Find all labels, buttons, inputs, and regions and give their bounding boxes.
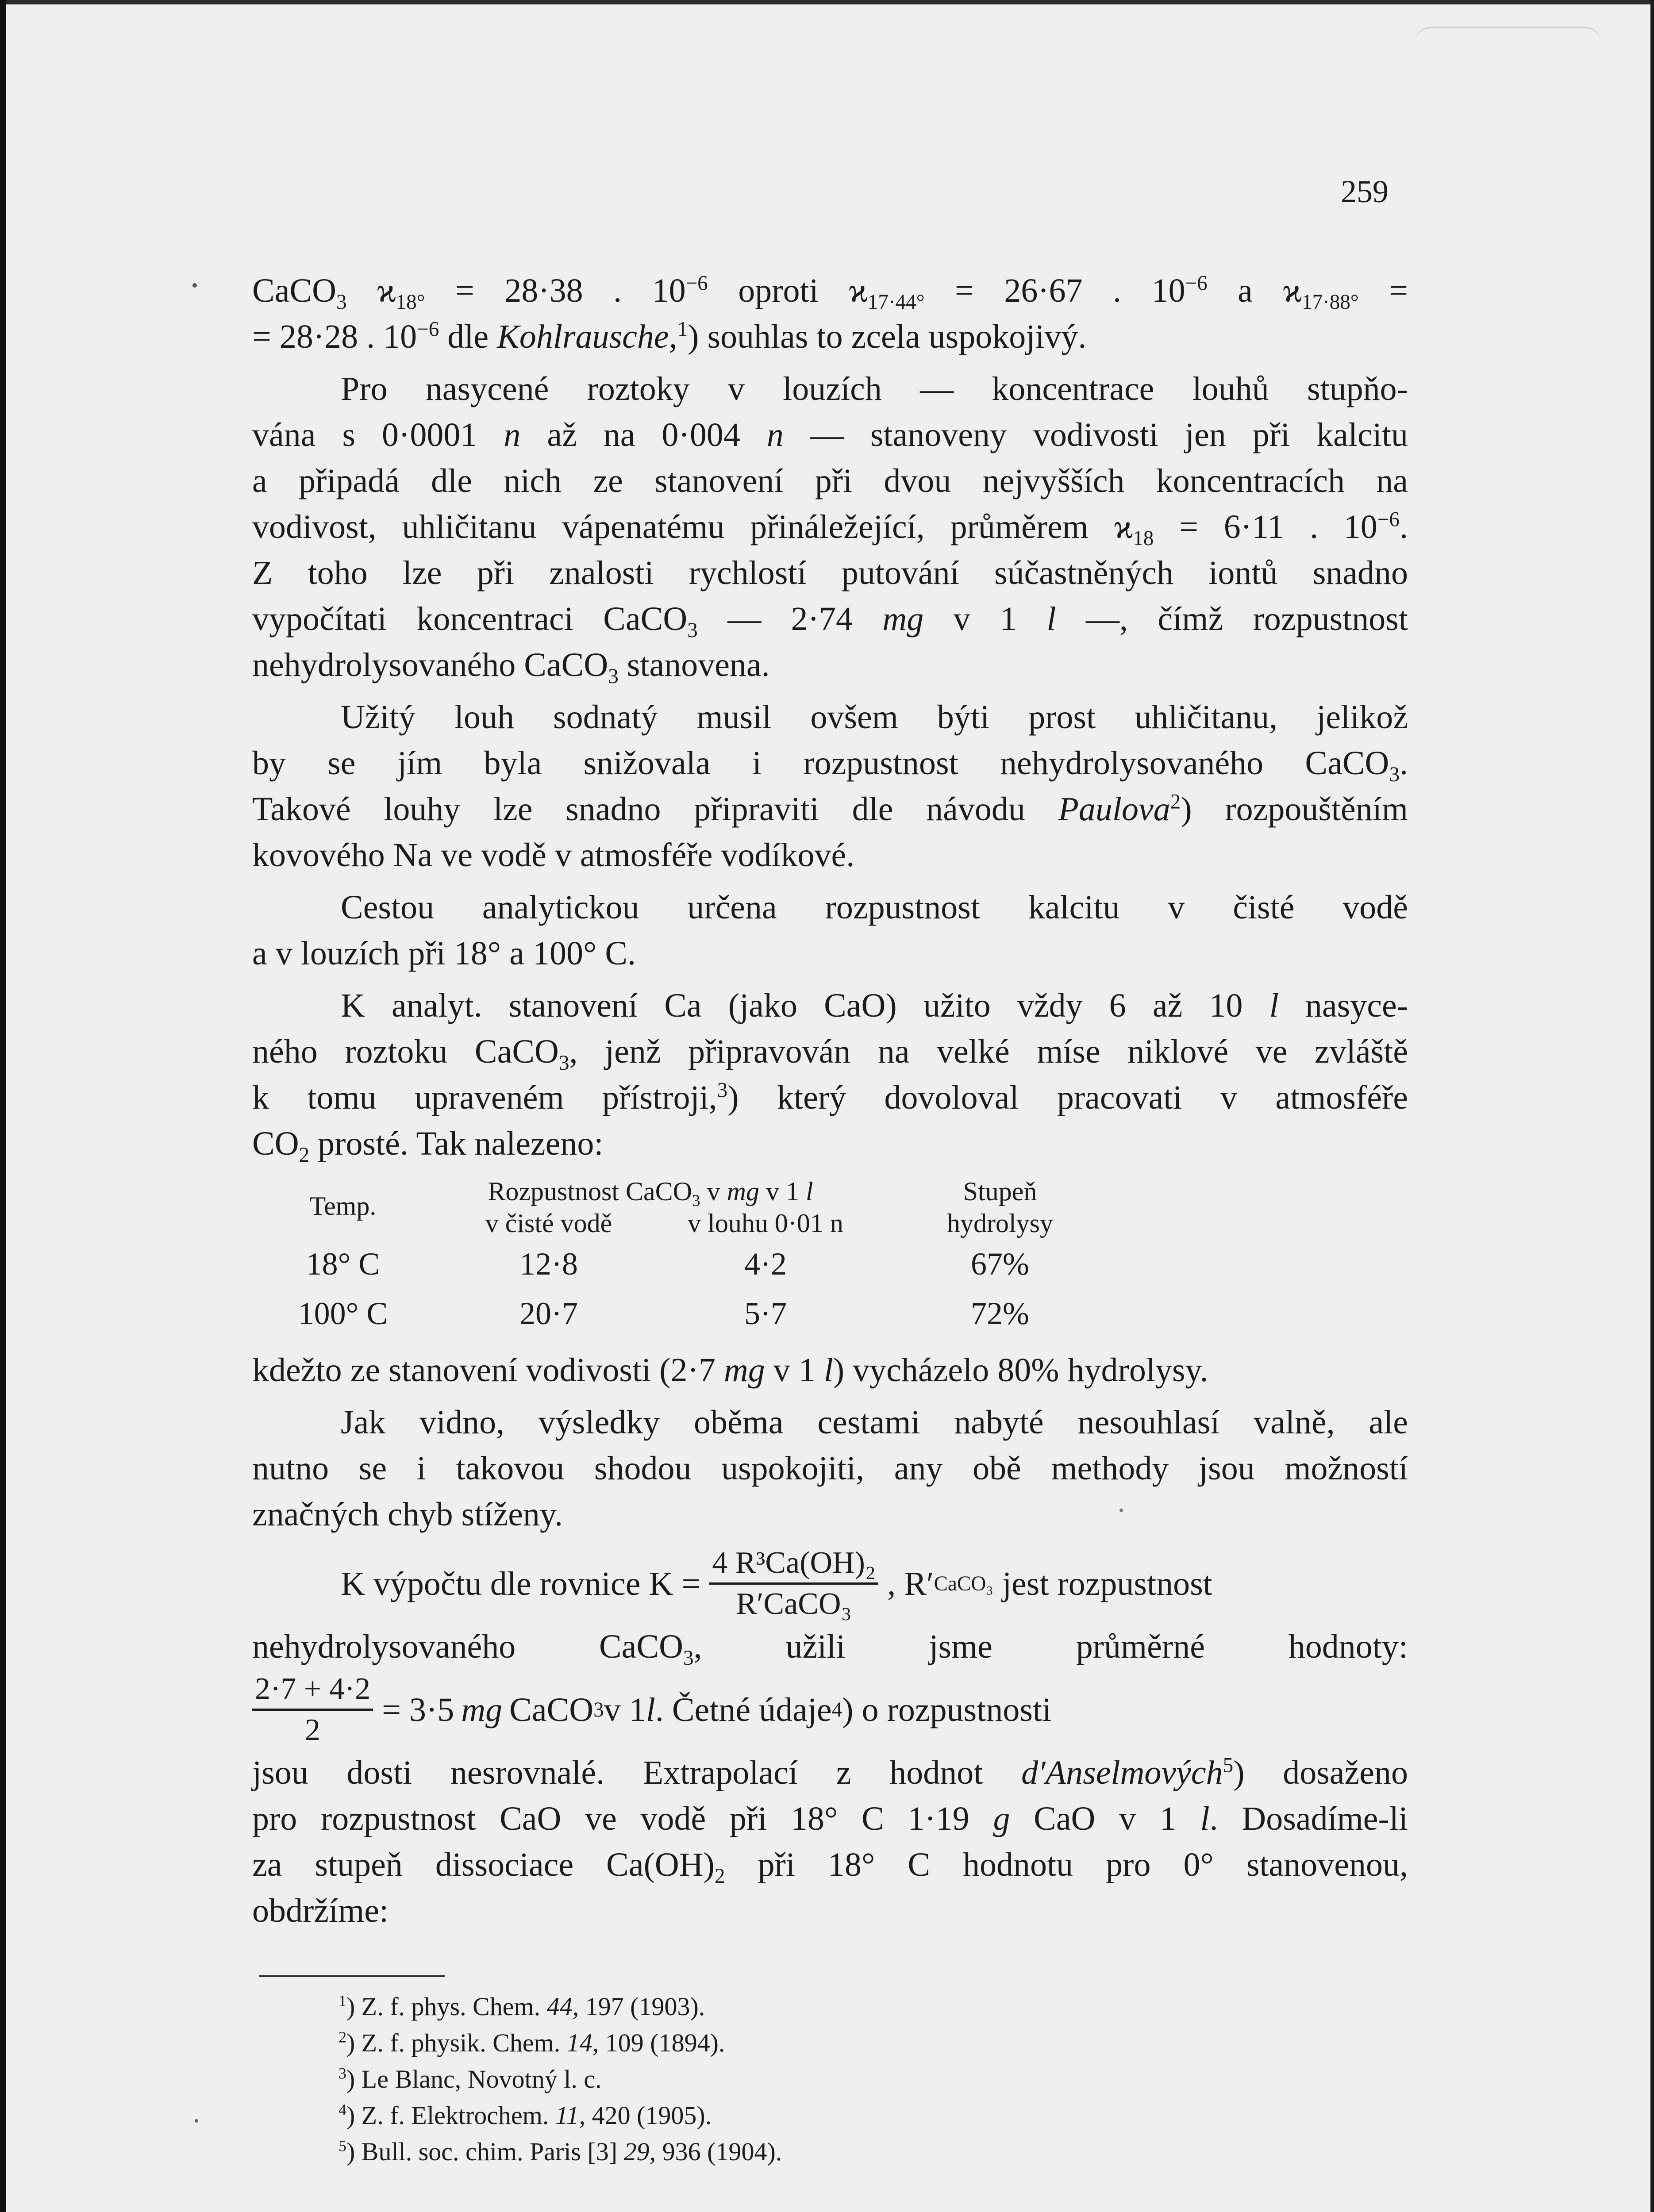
footnote-divider [259,1975,445,1977]
scan-edge-right [1650,0,1654,2212]
scan-edge-top [0,0,1654,4]
text-line: k tomu upraveném přístroji,$^3$) který dovoloval pracovati v atmosféře [252,1079,1408,1116]
header-hydrolysis: Stupeň hydrolysy [947,1177,1053,1238]
footnote-ref: 3 [717,1079,728,1102]
text-line: Pro nasycené roztoky v louzích — koncentrace louhů stupňo- [341,370,1408,407]
equation-line: K výpočtu dle rovnice K = 4 R³Ca(OH)₂ R′CaCO₃ , R′ CaCO₃ jest rozpustnost [252,1544,1408,1624]
header-lye: v louhu 0·01 n [688,1209,843,1238]
table-row [252,1239,1408,1289]
table-row [252,1289,1408,1338]
equation-fraction [709,1544,878,1624]
footnotes [338,1989,782,2170]
equation-line: 2·7 + 4·2 2 = 3·5 mg CaCO 3 v 1 l . Četné údaje 4 ) o rozpustnosti [252,1670,1408,1750]
text-line: nehydrolysovaného CaCO$_3$ stanovena. [252,646,770,688]
header-temp: Temp. [309,1191,377,1221]
footnote-ref: 2 [1170,790,1181,814]
fraction-numerator: 2·7 + 4·2 [255,1672,371,1706]
header-solubility: Rozpustnost CaCO$_3$ v mg v 1 l [488,1177,813,1210]
text-line: značných chyb stíženy. [252,1496,563,1533]
author-name: Paulova [1058,791,1170,828]
text-line: za stupeň dissociace $Ca(OH)_2$ při 18° C hodnotu pro 0° stanovenou, [252,1846,1408,1888]
cell-temp: 18° C [306,1246,380,1282]
text-line: = 28·28 . $10^{-6}$ dle Kohlrausche,$^1$) souhlas to zcela uspokojivý. [252,318,1087,355]
footnote: $^1$) Z. f. phys. Chem. 44, 197 (1903). [338,1992,705,2021]
footnote-ref: 1 [677,318,688,341]
text-line: a připadá dle nich ze stanovení při dvou nejvyšších koncentracích na [252,462,1408,499]
header-pure-water: v čisté vodě [485,1209,612,1238]
paragraph-saturated-solutions [252,366,1408,688]
text-line: Cestou analytickou určena rozpustnost kalcitu v čisté vodě [341,889,1408,926]
footnote: $^5$) Bull. soc. chim. Paris [3] 29, 936 (1904). [338,2137,782,2166]
footnote: $^4$) Z. f. Elektrochem. 11, 420 (1905). [338,2101,712,2130]
text-line: pro rozpustnost CaO ve vodě při 18° C 1·19 g CaO v 1 l. Dosadíme-li [252,1800,1408,1837]
paragraph-ca-determination [252,983,1408,1167]
text-line: nehydrolysovaného CaCO$_3$, užili jsme průměrné hodnoty: [252,1628,1408,1670]
cell-temp: 100° C [298,1296,388,1331]
fraction-denominator: 2 [305,1713,321,1747]
average-fraction [252,1670,373,1750]
author-name: d′Anselmových [1021,1754,1223,1791]
cell-hydrolysis: 67% [971,1246,1029,1282]
text-line: kovového Na ve vodě v atmosféře vodíkové. [252,837,855,874]
text-line: CaCO$_3$ $ϰ_{18^\circ} = 28\cdot 38$ . $10^{-6}$ oproti $ϰ_{17\cdot 44^\circ} = 26\cdot 67$ . $10^{-6}$ a $ϰ_{17\cdot 88^\circ}$ = [252,272,1408,314]
text-line: obdržíme: [252,1892,389,1929]
text-line: vána s 0·0001 n až na 0·004 n — stanoveny vodivosti jen při kalcitu [252,416,1408,453]
text-line: K analyt. stanovení Ca (jako CaO) užito vždy 6 až 10 l nasyce- [341,987,1408,1024]
text-line: kdežto ze stanovení vodivosti (2·7 mg v 1 l) vycházelo 80% hydrolysy. [252,1352,1208,1389]
text-line: vodivost, uhličitanu vápenatému přináležející, průměrem $ϰ_{18} = 6\cdot 11$ . $10^{-6}$. [252,508,1408,550]
paragraph-disagreement [252,1399,1408,1537]
scan-speck [192,283,197,288]
text-line: Takové louhy lze snadno připraviti dle návodu Paulova$^2$) rozpouštěním [252,790,1408,828]
table-header [252,1173,1408,1239]
cell-hydrolysis: 72% [971,1296,1029,1331]
fraction-denominator: R′CaCO₃ [736,1587,852,1621]
text-line: by se jím byla snižovala i rozpustnost nehydrolysovaného CaCO$_3$. [252,745,1408,787]
cell-lye: 5·7 [744,1296,787,1331]
text-line: a v louzích při 18° a 100° C. [252,935,636,972]
cell-lye: 4·2 [744,1246,787,1282]
cell-water: 12·8 [519,1246,578,1282]
cell-water: 20·7 [519,1296,578,1331]
text-line: nutno se i takovou shodou uspokojiti, any obě methody jsou možností [252,1450,1408,1487]
paragraph-calculation [252,1544,1408,1934]
text-line: $CO_2$ prosté. Tak nalezeno: [252,1125,604,1167]
text-line: vypočítati koncentraci CaCO$_3$ — 2·74 mg v 1 l —, čímž rozpustnost [252,600,1408,642]
scan-smudge [1415,27,1601,59]
paragraph-analytical-method [252,884,1408,976]
author-name: Kohlrausche, [497,318,677,355]
paragraph-conductivity-hydrolysis [252,1347,1408,1393]
footnote-ref: 5 [1223,1754,1234,1777]
text-line: ného roztoku CaCO$_3$, jenž připravován na velké míse niklové ve zvláště [252,1033,1408,1075]
text-line: jsou dosti nesrovnalé. Extrapolací z hodnot d′Anselmových$^5$) dosaženo [252,1754,1408,1791]
page-number: 259 [1341,174,1389,209]
scan-speck [195,2119,198,2123]
text-line: Jak vidno, výsledky oběma cestami nabyté nesouhlasí valně, ale [341,1404,1408,1441]
paragraph-conductivity-comparison [252,268,1408,360]
fraction-numerator: 4 R³Ca(OH)₂ [712,1546,876,1580]
footnote: $^3$) Le Blanc, Novotný l. c. [338,2064,602,2093]
text-line: Užitý louh sodnatý musil ovšem býti prost uhličitanu, jelikož [341,699,1408,736]
header-solubility-group [434,1175,867,1239]
main-text [252,268,1408,1940]
paragraph-sodium-hydroxide [252,694,1408,878]
footnote: $^2$) Z. f. physik. Chem. 14, 109 (1894). [338,2028,725,2057]
solubility-table [252,1173,1408,1338]
text-line: Z toho lze při znalosti rychlostí putování súčastněných iontů snadno [252,554,1408,591]
scan-edge-left [0,0,6,2212]
